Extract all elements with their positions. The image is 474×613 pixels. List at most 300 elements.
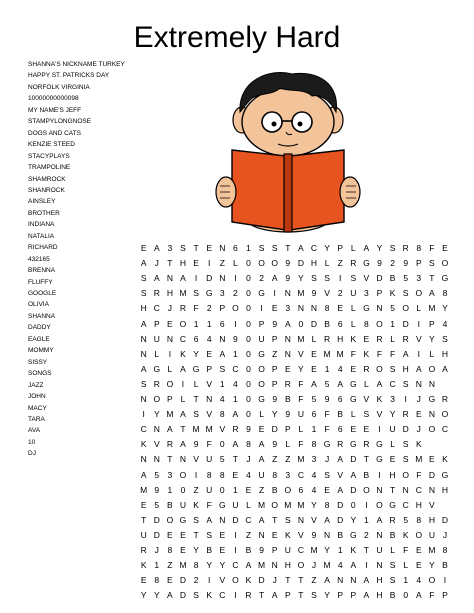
word-list-item: SHANNA: [28, 312, 56, 320]
grid-letter: O: [376, 499, 383, 510]
grid-letter: T: [429, 273, 435, 284]
grid-letter: 4: [337, 363, 343, 374]
grid-letter: R: [324, 333, 331, 344]
grid-letter: N: [376, 560, 383, 571]
grid-letter: D: [337, 499, 344, 510]
grid-letter: J: [272, 575, 277, 586]
grid-letter: S: [193, 590, 199, 601]
grid-letter: M: [428, 303, 436, 314]
grid-letter: Y: [271, 409, 278, 420]
grid-letter: B: [389, 273, 396, 284]
grid-letter: 1: [311, 424, 317, 435]
grid-letter: J: [416, 424, 421, 435]
grid-letter: M: [297, 454, 305, 465]
grid-letter: 9: [377, 258, 382, 269]
grid-letter: 6: [337, 318, 343, 329]
grid-letter: M: [310, 545, 318, 555]
grid-letter: G: [323, 439, 331, 450]
grid-letter: G: [363, 258, 370, 269]
grid-letter: E: [193, 258, 199, 269]
grid-letter: S: [219, 363, 226, 374]
grid-letter: E: [206, 348, 213, 359]
grid-letter: E: [415, 545, 422, 555]
grid-letter: O: [232, 575, 239, 586]
word-list-item: MY NAME'S JEFF: [28, 106, 82, 114]
grid-letter: F: [206, 439, 212, 450]
grid-letter: G: [349, 394, 357, 404]
grid-letter: I: [194, 469, 198, 480]
grid-letter: G: [376, 454, 383, 465]
grid-letter: I: [194, 273, 198, 284]
grid-letter: D: [297, 258, 304, 269]
grid-letter: K: [140, 439, 147, 450]
grid-letter: 3: [364, 288, 369, 299]
grid-letter: 0: [246, 303, 251, 314]
grid-letter: 0: [246, 378, 251, 389]
word-list-item: NATALIA: [28, 232, 55, 240]
grid-letter: A: [298, 243, 304, 253]
word-list-item: JAZZ: [28, 381, 44, 389]
grid-letter: K: [284, 529, 291, 540]
grid-letter: K: [350, 333, 357, 344]
grid-letter: P: [167, 394, 173, 404]
grid-letter: I: [365, 560, 368, 571]
word-list-item: KENZIE STEED: [28, 141, 75, 149]
grid-letter: O: [428, 575, 436, 586]
grid-letter: S: [350, 273, 357, 284]
grid-letter: 5: [311, 394, 317, 404]
grid-letter: A: [337, 484, 344, 495]
grid-letter: B: [442, 560, 448, 571]
grid-letter: G: [428, 394, 436, 404]
grid-letter: N: [140, 454, 147, 465]
grid-letter: M: [140, 484, 148, 495]
grid-letter: F: [350, 348, 356, 359]
grid-letter: R: [402, 333, 409, 344]
grid-letter: O: [258, 363, 265, 374]
grid-letter: D: [153, 514, 160, 525]
grid-letter: S: [258, 243, 265, 253]
grid-letter: M: [205, 424, 213, 435]
grid-letter: 9: [324, 394, 330, 404]
word-list-item: DOGS AND CATS: [28, 129, 81, 137]
grid-letter: L: [350, 243, 356, 253]
word-list-item: HAPPY ST. PATRICKS DAY: [28, 72, 110, 80]
grid-letter: 0: [350, 499, 356, 510]
grid-letter: M: [297, 499, 305, 510]
grid-letter: 1: [233, 348, 238, 359]
grid-letter: O: [402, 469, 409, 480]
grid-letter: I: [168, 348, 172, 359]
grid-letter: T: [363, 454, 369, 465]
grid-letter: U: [232, 499, 239, 510]
grid-letter: E: [442, 243, 448, 253]
grid-letter: C: [415, 484, 422, 495]
grid-letter: L: [390, 333, 395, 344]
grid-letter: 2: [233, 288, 238, 299]
grid-letter: A: [415, 363, 422, 374]
grid-letter: Y: [153, 590, 160, 601]
grid-letter: S: [271, 243, 278, 253]
grid-letter: Y: [193, 348, 199, 359]
grid-letter: I: [234, 273, 237, 284]
grid-letter: C: [310, 243, 318, 253]
grid-letter: E: [415, 560, 422, 571]
grid-letter: 4: [311, 484, 317, 495]
grid-letter: Y: [389, 409, 396, 420]
grid-letter: R: [179, 303, 187, 314]
grid-letter: I: [234, 545, 237, 555]
grid-letter: S: [402, 439, 409, 450]
grid-letter: 8: [246, 439, 251, 450]
grid-letter: R: [153, 378, 160, 389]
grid-letter: I: [208, 258, 211, 269]
grid-letter: I: [234, 590, 237, 601]
grid-letter: V: [219, 424, 226, 435]
grid-letter: F: [324, 409, 330, 420]
grid-letter: B: [245, 545, 252, 555]
grid-letter: O: [402, 303, 409, 314]
grid-letter: S: [363, 409, 370, 420]
grid-letter: 0: [246, 363, 251, 374]
grid-letter: R: [350, 258, 357, 269]
grid-letter: O: [166, 378, 174, 389]
grid-letter: M: [258, 499, 266, 510]
word-list-item: SHANNA'S NICKNAME TURKEY: [28, 61, 125, 68]
grid-letter: 2: [364, 529, 369, 540]
grid-letter: L: [193, 378, 199, 389]
grid-letter: G: [258, 288, 265, 299]
grid-letter: 1: [337, 545, 343, 555]
grid-letter: L: [324, 258, 330, 269]
grid-letter: U: [297, 409, 304, 420]
grid-letter: A: [376, 378, 383, 389]
grid-letter: T: [167, 454, 173, 465]
word-list-item: STAMPYLONGNOSE: [28, 118, 92, 126]
grid-letter: G: [258, 348, 265, 359]
grid-letter: E: [271, 303, 278, 314]
grid-letter: C: [140, 424, 147, 435]
word-list-item: MOMMY: [28, 347, 54, 355]
grid-letter: 0: [246, 409, 251, 420]
grid-letter: O: [166, 514, 174, 525]
grid-letter: U: [140, 529, 147, 540]
grid-letter: A: [153, 243, 160, 253]
grid-letter: P: [284, 590, 291, 601]
word-list-item: SHANROCK: [28, 186, 65, 194]
grid-letter: 1: [154, 560, 160, 571]
grid-letter: A: [140, 258, 147, 269]
grid-letter: I: [273, 288, 276, 299]
page-title: Extremely Hard: [133, 21, 341, 54]
grid-letter: H: [310, 258, 318, 269]
grid-letter: A: [271, 590, 278, 601]
grid-letter: 0: [246, 394, 251, 404]
grid-letter: M: [284, 499, 292, 510]
grid-letter: 5: [324, 378, 330, 389]
grid-letter: O: [428, 424, 436, 435]
word-list-item: 432165: [28, 255, 50, 263]
grid-letter: R: [363, 439, 370, 450]
grid-letter: S: [324, 273, 330, 284]
grid-letter: 5: [403, 273, 409, 284]
grid-letter: M: [428, 545, 436, 555]
grid-letter: N: [219, 333, 226, 344]
grid-letter: A: [337, 454, 344, 465]
grid-letter: G: [258, 394, 265, 404]
grid-letter: K: [245, 575, 252, 586]
grid-letter: F: [429, 590, 435, 601]
grid-letter: D: [350, 454, 357, 465]
word-list-item: BRENNA: [28, 267, 56, 275]
grid-letter: I: [404, 394, 407, 404]
grid-letter: G: [349, 439, 357, 450]
grid-letter: R: [140, 545, 147, 555]
grid-letter: J: [246, 454, 251, 465]
grid-letter: N: [140, 348, 147, 359]
grid-letter: 8: [364, 318, 369, 329]
grid-letter: S: [311, 590, 317, 601]
grid-letter: T: [232, 454, 238, 465]
grid-letter: 0: [180, 484, 186, 495]
grid-letter: I: [378, 424, 381, 435]
grid-letter: C: [232, 560, 239, 571]
grid-letter: 2: [337, 288, 343, 299]
grid-letter: T: [389, 484, 396, 495]
grid-letter: 0: [246, 318, 251, 329]
grid-letter: K: [389, 288, 396, 299]
grid-letter: A: [245, 560, 252, 571]
grid-letter: A: [167, 424, 173, 435]
grid-letter: D: [179, 590, 187, 601]
grid-letter: S: [324, 469, 330, 480]
grid-letter: B: [206, 545, 213, 555]
grid-letter: O: [153, 394, 161, 404]
grid-letter: Y: [324, 243, 330, 253]
grid-letter: F: [324, 424, 330, 435]
grid-letter: S: [206, 529, 213, 540]
grid-letter: N: [179, 454, 187, 465]
grid-letter: N: [271, 560, 278, 571]
grid-letter: F: [193, 303, 199, 314]
grid-letter: 3: [285, 303, 291, 314]
grid-letter: 4: [416, 575, 422, 586]
grid-letter: U: [258, 333, 265, 344]
grid-letter: 3: [416, 273, 422, 284]
grid-letter: A: [271, 273, 278, 284]
grid-letter: L: [429, 348, 435, 359]
grid-letter: 1: [403, 575, 409, 586]
grid-letter: 8: [442, 545, 448, 555]
grid-letter: R: [402, 409, 409, 420]
grid-letter: 5: [403, 514, 409, 525]
grid-letter: N: [324, 529, 331, 540]
grid-letter: A: [232, 409, 239, 420]
grid-letter: Y: [311, 499, 317, 510]
grid-letter: L: [350, 409, 356, 420]
grid-letter: 8: [219, 469, 225, 480]
grid-letter: C: [179, 333, 187, 344]
grid-letter: L: [416, 303, 422, 314]
grid-letter: 8: [311, 439, 317, 450]
grid-letter: E: [311, 348, 317, 359]
grid-letter: V: [206, 378, 213, 389]
grid-letter: V: [298, 529, 304, 540]
grid-letter: S: [311, 273, 317, 284]
grid-letter: D: [428, 469, 435, 480]
grid-letter: E: [167, 575, 173, 586]
grid-letter: V: [219, 575, 226, 586]
grid-letter: V: [337, 469, 344, 480]
grid-letter: N: [219, 243, 226, 253]
grid-letter: I: [365, 499, 368, 510]
grid-letter: N: [140, 394, 147, 404]
grid-letter: B: [271, 484, 278, 495]
grid-letter: H: [337, 333, 344, 344]
grid-letter: A: [167, 590, 173, 601]
grid-letter: O: [415, 288, 423, 299]
grid-letter: K: [180, 348, 186, 359]
grid-letter: N: [284, 348, 291, 359]
grid-letter: 4: [311, 469, 317, 480]
grid-letter: Y: [193, 545, 199, 555]
grid-letter: G: [389, 499, 396, 510]
grid-letter: T: [272, 514, 278, 525]
grid-letter: A: [180, 273, 186, 284]
grid-letter: F: [376, 348, 383, 359]
grid-letter: M: [297, 288, 305, 299]
grid-letter: 9: [285, 409, 291, 420]
grid-letter: 8: [442, 288, 448, 299]
grid-letter: L: [154, 348, 160, 359]
grid-letter: 8: [324, 303, 330, 314]
word-list-item: TARA: [28, 415, 45, 423]
grid-letter: A: [206, 514, 213, 525]
grid-letter: F: [389, 348, 396, 359]
grid-letter: A: [363, 590, 370, 601]
grid-letter: G: [349, 378, 357, 389]
grid-letter: R: [441, 394, 449, 404]
grid-letter: V: [429, 499, 435, 510]
grid-letter: G: [441, 273, 449, 284]
word-list-item: TRAMPOLINE: [28, 164, 71, 172]
grid-letter: H: [140, 303, 147, 314]
grid-letter: O: [258, 378, 265, 389]
grid-letter: R: [245, 590, 252, 601]
grid-letter: E: [219, 529, 226, 540]
grid-letter: 0: [298, 318, 304, 329]
grid-letter: 1: [219, 378, 225, 389]
grid-letter: H: [166, 288, 173, 299]
grid-letter: Z: [272, 454, 278, 465]
word-list-item: NORFOLK VIRGINIA: [28, 83, 90, 91]
grid-letter: 6: [337, 424, 343, 435]
grid-letter: E: [167, 529, 173, 540]
grid-letter: 8: [193, 560, 199, 571]
grid-letter: O: [441, 409, 449, 420]
grid-letter: L: [403, 560, 409, 571]
grid-letter: 8: [219, 409, 225, 420]
grid-letter: F: [298, 394, 304, 404]
grid-letter: D: [350, 484, 357, 495]
grid-letter: E: [140, 499, 147, 510]
grid-letter: P: [271, 378, 278, 389]
grid-letter: N: [166, 333, 173, 344]
grid-letter: L: [311, 333, 317, 344]
grid-letter: R: [337, 439, 344, 450]
grid-letter: 6: [193, 333, 199, 344]
grid-letter: 3: [167, 243, 173, 253]
word-list-item: SONGS: [28, 370, 52, 378]
grid-letter: C: [441, 424, 449, 435]
grid-letter: A: [180, 409, 186, 420]
grid-letter: Y: [376, 243, 383, 253]
grid-letter: T: [298, 575, 304, 586]
grid-letter: J: [154, 545, 159, 555]
word-list-item: OLIVIA: [28, 301, 49, 309]
grid-letter: C: [232, 363, 239, 374]
grid-letter: N: [402, 484, 409, 495]
grid-letter: N: [376, 484, 383, 495]
word-list-item: INDIANA: [28, 221, 55, 229]
word-list-item: JOHN: [28, 393, 46, 401]
grid-letter: 0: [246, 273, 251, 284]
grid-letter: A: [376, 514, 383, 525]
grid-letter: C: [297, 469, 304, 480]
grid-letter: 2: [206, 303, 212, 314]
grid-letter: H: [428, 514, 435, 525]
grid-letter: T: [193, 394, 199, 404]
word-list-item: 10000000000098: [28, 95, 79, 103]
grid-letter: D: [232, 514, 239, 525]
grid-letter: M: [179, 560, 187, 571]
grid-letter: G: [349, 529, 357, 540]
grid-letter: F: [206, 499, 212, 510]
grid-letter: R: [284, 378, 291, 389]
grid-letter: V: [376, 409, 383, 420]
grid-letter: Y: [219, 560, 226, 571]
grid-letter: 3: [285, 469, 291, 480]
grid-letter: H: [376, 590, 383, 601]
grid-letter: R: [166, 439, 173, 450]
grid-letter: O: [179, 318, 187, 329]
grid-letter: E: [415, 409, 422, 420]
grid-letter: J: [154, 258, 159, 269]
grid-letter: T: [285, 243, 291, 253]
grid-letter: 1: [233, 394, 238, 404]
grid-letter: P: [376, 288, 383, 299]
grid-letter: 6: [233, 243, 238, 253]
grid-letter: B: [167, 499, 173, 510]
grid-letter: U: [376, 545, 383, 555]
grid-letter: 6: [219, 318, 225, 329]
grid-letter: G: [441, 469, 449, 480]
grid-letter: G: [179, 514, 187, 525]
grid-letter: S: [402, 288, 409, 299]
grid-letter: K: [363, 348, 370, 359]
grid-letter: A: [324, 575, 330, 586]
grid-letter: S: [193, 514, 199, 525]
grid-letter: U: [153, 333, 160, 344]
grid-letter: K: [415, 439, 422, 450]
grid-letter: T: [167, 258, 173, 269]
grid-letter: D: [258, 575, 265, 586]
word-list-item: FLUFFY: [28, 278, 53, 286]
grid-letter: 9: [285, 273, 291, 284]
word-list-item: SISSY: [28, 358, 48, 366]
grid-letter: A: [219, 348, 226, 359]
grid-letter: Y: [429, 560, 435, 571]
